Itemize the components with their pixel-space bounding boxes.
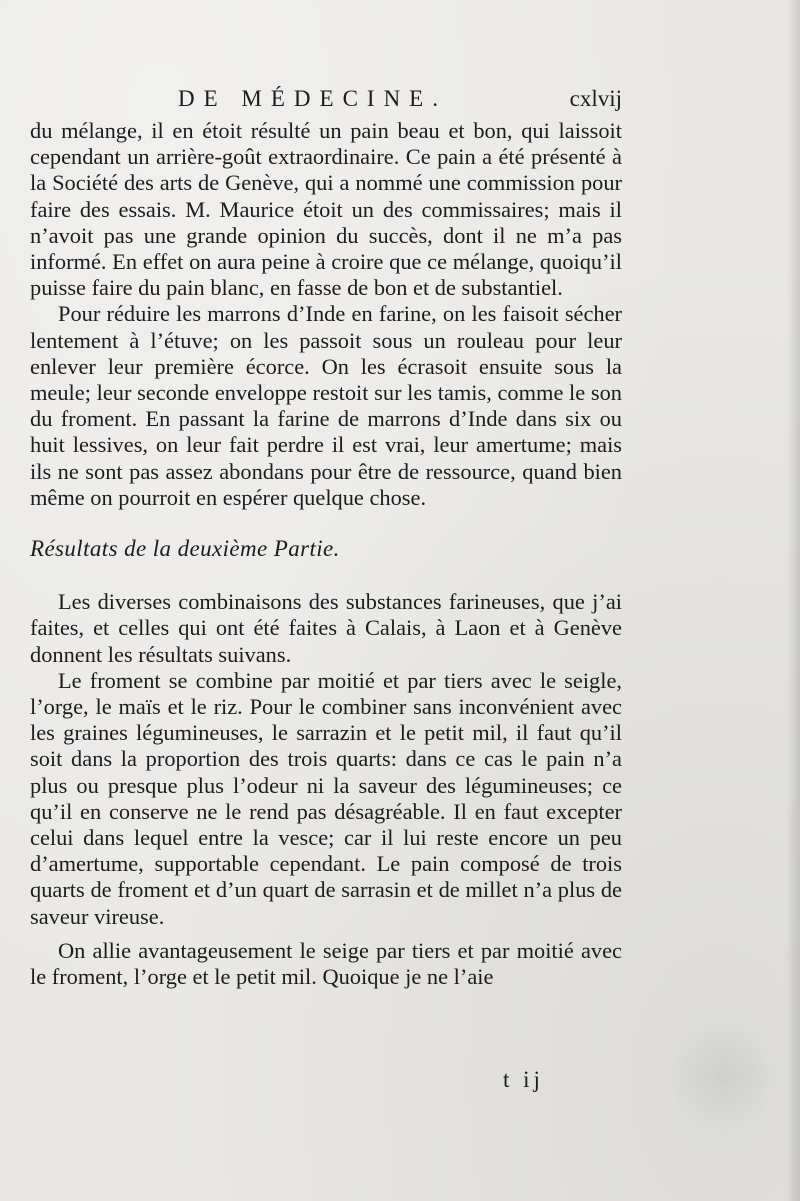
paragraph-5: On allie avantageusement le seige par tiers et par moitié avec le froment, l’orge et le petit mil. Quoique je ne l’aie	[30, 937, 622, 990]
page-header	[30, 82, 622, 122]
page-number: cxlvij	[569, 86, 622, 111]
paragraph-2: Pour réduire les marrons d’Inde en farine, on les faisoit sécher lentement à l’étuve; on les passoit sous un rouleau pour leur enlever leur première écorce. On les écrasoit ensuite sous la meule; leur seconde enveloppe restoit sur les tamis, comme le son du froment. En passant la farine de marrons d’Inde dans six ou huit lessives, on leur fait perdre il est vrai, leur amertume; mais ils ne sont pas assez abondans pour être de ressource, quand bien même on pourroit en espérer quelque chose.	[30, 301, 622, 510]
body-text	[30, 118, 622, 990]
paper-stain	[668, 1020, 780, 1132]
signature-mark: t ij	[503, 1067, 544, 1092]
paragraph-1: du mélange, il en étoit résulté un pain beau et bon, qui laissoit cependant un arrière-goût extraordinaire. Ce pain a été présenté à la Société des arts de Genève, qui a nommé une commission pour faire des essais. M. Maurice étoit un des commissaires; mais il n’avoit pas une grande opinion du succès, dont il ne m’a pas informé. En effet on aura peine à croire que ce mélange, quoiqu’il puisse faire du pain blanc, en fasse de bon et de substantiel.	[30, 118, 622, 301]
paragraph-gap	[30, 930, 622, 938]
page-edge-shadow	[786, 0, 800, 1201]
running-head: DE MÉDECINE.	[178, 86, 447, 111]
paragraph-4: Le froment se combine par moitié et par tiers avec le seigle, l’orge, le maïs et le riz. Pour le combiner sans inconvénient avec les graines légumineuses, le sarrazin et le petit mil, il faut qu’il soit dans la proportion des trois quarts: dans ce cas le pain n’a plus ou presque plus l’odeur ni la saveur des légumineuses; ce qu’il en conserve ne le rend pas désagréable. Il en faut excepter celui dans lequel entre la vesce; car il lui reste encore un peu d’amertume, supportable cependant. Le pain composé de trois quarts de froment et d’un quart de sarrasin et de millet n’a plus de saveur vireuse.	[30, 667, 622, 929]
section-title: Résultats de la deuxième Partie.	[30, 536, 340, 562]
paragraph-3: Les diverses combinaisons des substances farineuses, que j’ai faites, et celles qui ont été faites à Calais, à Laon et à Genève donnent les résultats suivans.	[30, 589, 622, 667]
